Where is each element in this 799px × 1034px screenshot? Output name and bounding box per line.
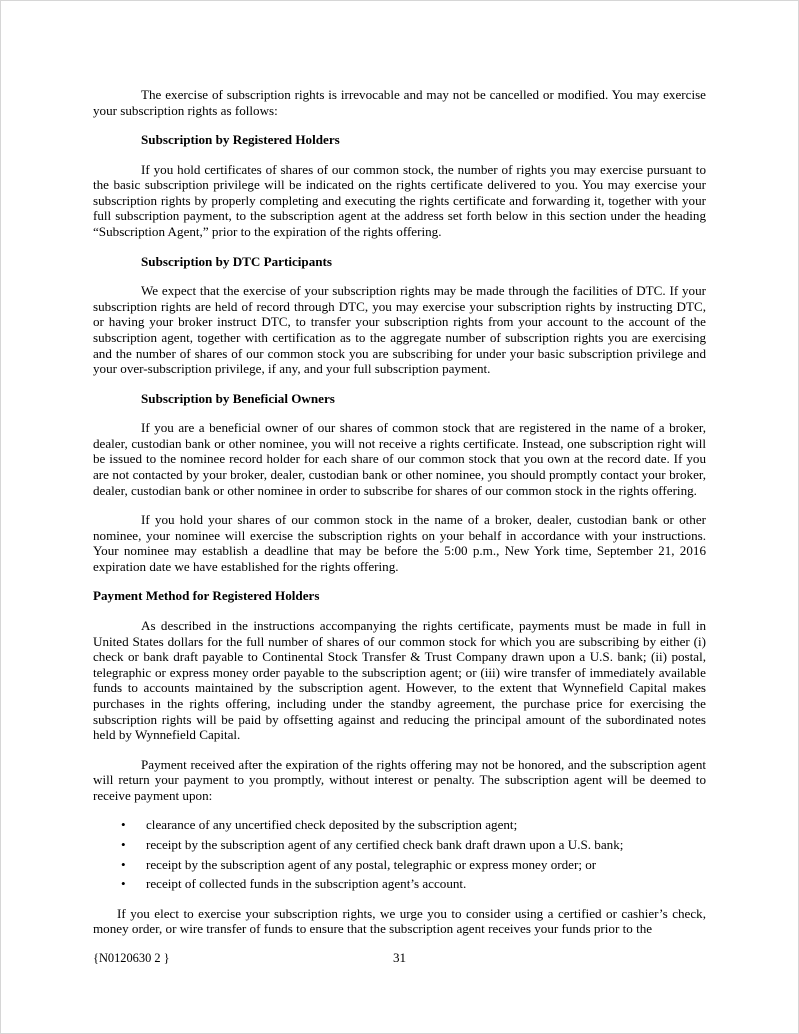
paragraph-closing: If you elect to exercise your subscription rights, we urge you to consider using a certified or cashier’s check, money order, or wire transfer of funds to ensure that the subscription agent receives your funds prior to the [93, 905, 706, 937]
list-item [121, 857, 706, 873]
page-footer [93, 950, 706, 970]
page-number: 31 [392, 950, 407, 965]
list-item [121, 817, 706, 833]
paragraph-dtc-participants: We expect that the exercise of your subscription rights may be made through the facilities of DTC. If your subscription rights are held of record through DTC, you may exercise your subscription rights by instructing DTC, or having your broker instruct DTC, to transfer your subscription rights from your account to the account of the subscription agent, together with certification as to the aggregate number of subscription rights you are exercising and the number of shares of our common stock you are subscribing for under your basic subscription privilege and your over-subscription privilege, if any, and your full subscription payment. [93, 283, 706, 377]
bullet-text: receipt of collected funds in the subscription agent’s account. [146, 876, 467, 892]
list-item [121, 876, 706, 892]
list-item [121, 837, 706, 853]
bullet-text: clearance of any uncertified check deposited by the subscription agent; [146, 817, 518, 833]
bullet-icon: • [121, 836, 126, 852]
paragraph-beneficial-owners-2: If you hold your shares of our common stock in the name of a broker, dealer, custodian bank or other nominee, your nominee will exercise the subscription rights on your behalf in accordance with your instructions. Your nominee may establish a deadline that may be before the 5:00 p.m., New York time, September 21, 2016 expiration date we have established for the rights offering. [93, 512, 706, 574]
heading-subscription-by-registered-holders: Subscription by Registered Holders [141, 132, 340, 148]
paragraph-intro: The exercise of subscription rights is irrevocable and may not be cancelled or modified. You may exercise your subscription rights as follows: [93, 87, 706, 118]
paragraph-payment-method-2: Payment received after the expiration of the rights offering may not be honored, and the subscription agent will return your payment to you promptly, without interest or penalty. The subscription agent will be deemed to receive payment upon: [93, 756, 706, 803]
bullet-text: receipt by the subscription agent of any certified check bank draft drawn upon a U.S. bank; [146, 836, 624, 852]
bullet-text: receipt by the subscription agent of any postal, telegraphic or express money order; or [146, 856, 597, 872]
paragraph-payment-method-1: As described in the instructions accompanying the rights certificate, payments must be made in full in United States dollars for the full number of shares of our common stock for which you are subscribing by either (i) check or bank draft payable to Continental Stock Transfer & Trust Company drawn upon a U.S. bank; (ii) postal, telegraphic or express money order payable to the subscription agent; or (iii) wire transfer of immediately available funds to accounts maintained by the subscription agent. However, to the extent that Wynnefield Capital makes purchases in the rights offering, including under the standby agreement, the purchase price for exercising the subscription rights will be paid by offsetting against and reducing the principal amount of the subordinated notes held by Wynnefield Capital. [93, 618, 706, 743]
bullet-icon: • [121, 876, 126, 892]
paragraph-beneficial-owners-1: If you are a beneficial owner of our shares of common stock that are registered in the name of a broker, dealer, custodian bank or other nominee, you will not receive a rights certificate. Instead, one subscription right will be issued to the nominee record holder for each share of our common stock that you own at the record date. If you are not contacted by your broker, dealer, custodian bank or other nominee, you should promptly contact your broker, dealer, custodian bank or other nominee in order to subscribe for shares of our common stock in the rights offering. [93, 420, 706, 498]
payment-receipt-list [93, 817, 706, 891]
bullet-icon: • [121, 817, 126, 833]
bullet-icon: • [121, 856, 126, 872]
document-control-number: {N0120630 2 } [93, 951, 170, 965]
heading-subscription-by-dtc-participants: Subscription by DTC Participants [141, 253, 332, 269]
paragraph-registered-holders: If you hold certificates of shares of our common stock, the number of rights you may exercise pursuant to the basic subscription privilege will be indicated on the rights certificate delivered to you. You may exercise your subscription rights by properly completing and executing the rights certificate and forwarding it, together with your full subscription payment, to the subscription agent at the address set forth below in this section under the heading “Subscription Agent,” prior to the expiration of the rights offering. [93, 161, 706, 240]
heading-payment-method: Payment Method for Registered Holders [93, 588, 320, 604]
heading-subscription-by-beneficial-owners: Subscription by Beneficial Owners [141, 390, 335, 406]
